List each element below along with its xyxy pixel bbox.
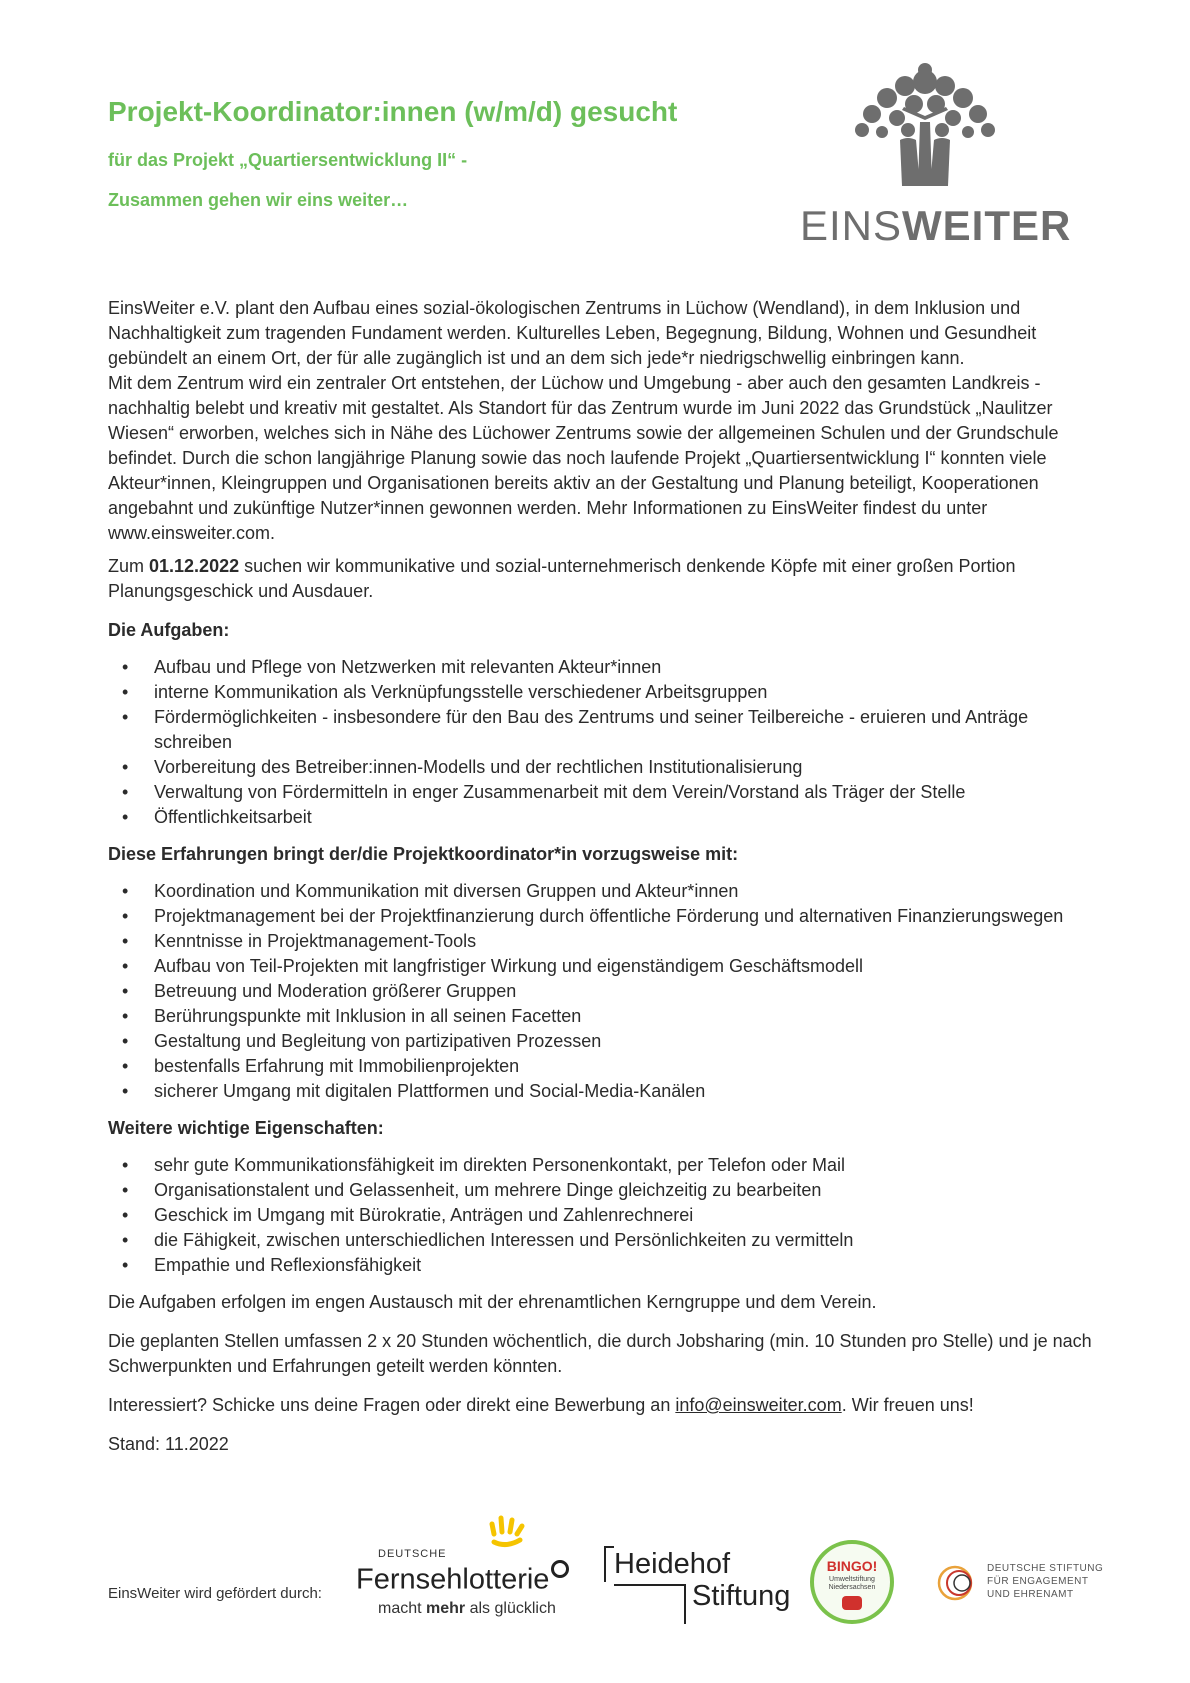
traits-heading: Weitere wichtige Eigenschaften: bbox=[108, 1118, 384, 1138]
list-item: • Betreuung und Moderation größerer Gruppen bbox=[108, 979, 1098, 1004]
list-item: • Koordination und Kommunikation mit diversen Gruppen und Akteur*innen bbox=[108, 879, 1098, 904]
intro-paragraph bbox=[108, 296, 1098, 546]
start-paragraph: Zum 01.12.2022 suchen wir kommunikative und sozial-unternehmerisch denkende Köpfe mit einer großen Portion Planungsgeschick und Ausdauer. bbox=[108, 556, 1016, 601]
sponsors-label: EinsWeiter wird gefördert durch: bbox=[108, 1585, 322, 1602]
list-item: • Verwaltung von Fördermitteln in enger Zusammenarbeit mit dem Verein/Vorstand als Träger der Stelle bbox=[108, 780, 1098, 805]
list-item: • sehr gute Kommunikationsfähigkeit im direkten Personenkontakt, per Telefon oder Mail bbox=[108, 1153, 1098, 1178]
project-subtitle: für das Projekt „Quartiersentwicklung II“ - bbox=[108, 150, 468, 170]
list-item: • Gestaltung und Begleitung von partizipativen Prozessen bbox=[108, 1029, 1098, 1054]
slogan: Zusammen gehen wir eins weiter… bbox=[108, 190, 409, 210]
list-item: • Projektmanagement bei der Projektfinanzierung durch öffentliche Förderung und alternativen Finanzierungswegen bbox=[108, 904, 1098, 929]
posting-body bbox=[108, 296, 1098, 1471]
tasks-heading: Die Aufgaben: bbox=[108, 620, 230, 640]
fernsehlotterie-logo: DEUTSCHE Fernsehlotterie macht mehr als glücklich bbox=[356, 1512, 576, 1622]
ard-circle-icon bbox=[551, 1560, 569, 1578]
list-item: • die Fähigkeit, zwischen unterschiedlichen Interessen und Persönlichkeiten zu vermitteln bbox=[108, 1228, 1098, 1253]
email-link[interactable]: info@einsweiter.com bbox=[675, 1395, 842, 1415]
contact-paragraph: Interessiert? Schicke uns deine Fragen oder direkt eine Bewerbung an info@einsweiter.com. Wir freuen uns! bbox=[108, 1395, 974, 1415]
traits-list bbox=[108, 1153, 1098, 1278]
heart-icon bbox=[842, 1596, 862, 1610]
heidehof-stiftung-logo: Heidehof Stiftung bbox=[604, 1546, 784, 1626]
list-item: • Organisationstalent und Gelassenheit, um mehrere Dinge gleichzeitig zu bearbeiten bbox=[108, 1178, 1098, 1203]
list-item: • sicherer Umgang mit digitalen Plattformen und Social-Media-Kanälen bbox=[108, 1079, 1098, 1104]
logo-wordmark: EINSWEITER bbox=[800, 202, 1072, 249]
intro-text-2: Mit dem Zentrum wird ein zentraler Ort entstehen, der Lüchow und Umgebung - aber auch den gesamten Landkreis - nachhaltig belebt und kreativ mit gestaltet. Als Standort für das Zentrum wurde im Juni 2022 das Grundstück „Naulitzer Wiesen“ erworben, welches sich in Nähe des Lüchower Zentrums sowie der allgemeinen Schulen und der Grundschule befindet. Durch die schon langjährige Planung sowie das noch laufende Projekt „Quartiersentwicklung I“ konnten viele Akteur*innen, Kleingruppen und Organisationen bereits aktiv an der Gestaltung und Planung beteiligt, Kooperationen angebahnt und zukünftige Nutzer*innen gewonnen werden. Mehr Informationen zu EinsWeiter findest du unter www.einsweiter.com. bbox=[108, 373, 1059, 543]
list-item: • Empathie und Reflexionsfähigkeit bbox=[108, 1253, 1098, 1278]
list-item: • bestenfalls Erfahrung mit Immobilienprojekten bbox=[108, 1054, 1098, 1079]
list-item: • Vorbereitung des Betreiber:innen-Modells und der rechtlichen Institutionalisierung bbox=[108, 755, 1098, 780]
experience-heading: Diese Erfahrungen bringt der/die Projektkoordinator*in vorzugsweise mit: bbox=[108, 844, 739, 864]
page-title: Projekt-Koordinator:innen (w/m/d) gesucht bbox=[108, 96, 678, 127]
list-item: • interne Kommunikation als Verknüpfungsstelle verschiedener Arbeitsgruppen bbox=[108, 680, 1098, 705]
hours-paragraph: Die geplanten Stellen umfassen 2 x 20 Stunden wöchentlich, die durch Jobsharing (min. 10 Stunden pro Stelle) und je nach Schwerpunkten und Erfahrungen geteilt werden könnten. bbox=[108, 1331, 1092, 1376]
list-item: • Fördermöglichkeiten - insbesondere für den Bau des Zentrums und seiner Teilbereiche - eruieren und Anträge schreiben bbox=[108, 705, 1098, 755]
list-item: • Öffentlichkeitsarbeit bbox=[108, 805, 1098, 830]
experience-list bbox=[108, 879, 1098, 1104]
list-item: • Berührungspunkte mit Inklusion in all seinen Facetten bbox=[108, 1004, 1098, 1029]
bingo-umweltstiftung-logo: BINGO! Umweltstiftung Niedersachsen bbox=[810, 1540, 894, 1624]
sun-rays-icon bbox=[488, 1512, 528, 1548]
exchange-paragraph: Die Aufgaben erfolgen im engen Austausch mit der ehrenamtlichen Kerngruppe und dem Verein. bbox=[108, 1292, 877, 1312]
dse-logo: DEUTSCHE STIFTUNG FÜR ENGAGEMENT UND EHRENAMT bbox=[935, 1556, 1105, 1616]
intro-text-1: EinsWeiter e.V. plant den Aufbau eines sozial-ökologischen Zentrums in Lüchow (Wendland), in dem Inklusion und Nachhaltigkeit zum tragenden Fundament werden. Kulturelles Leben, Begegnung, Bildung, Wohnen und Gesundheit gebündelt an einem Ort, der für alle zugänglich ist und an dem sich jede*r niedrigschwellig einbringen kann. bbox=[108, 298, 1037, 368]
tasks-list bbox=[108, 655, 1098, 830]
circles-icon bbox=[935, 1560, 981, 1606]
list-item: • Geschick im Umgang mit Bürokratie, Anträgen und Zahlenrechnerei bbox=[108, 1203, 1098, 1228]
status-date: Stand: 11.2022 bbox=[108, 1434, 229, 1454]
list-item: • Kenntnisse in Projektmanagement-Tools bbox=[108, 929, 1098, 954]
einsweiter-logo bbox=[800, 62, 1072, 249]
list-item: • Aufbau und Pflege von Netzwerken mit relevanten Akteur*innen bbox=[108, 655, 1098, 680]
tree-people-icon bbox=[842, 62, 1008, 186]
start-date: 01.12.2022 bbox=[149, 556, 240, 576]
list-item: • Aufbau von Teil-Projekten mit langfristiger Wirkung und eigenständigem Geschäftsmodell bbox=[108, 954, 1098, 979]
